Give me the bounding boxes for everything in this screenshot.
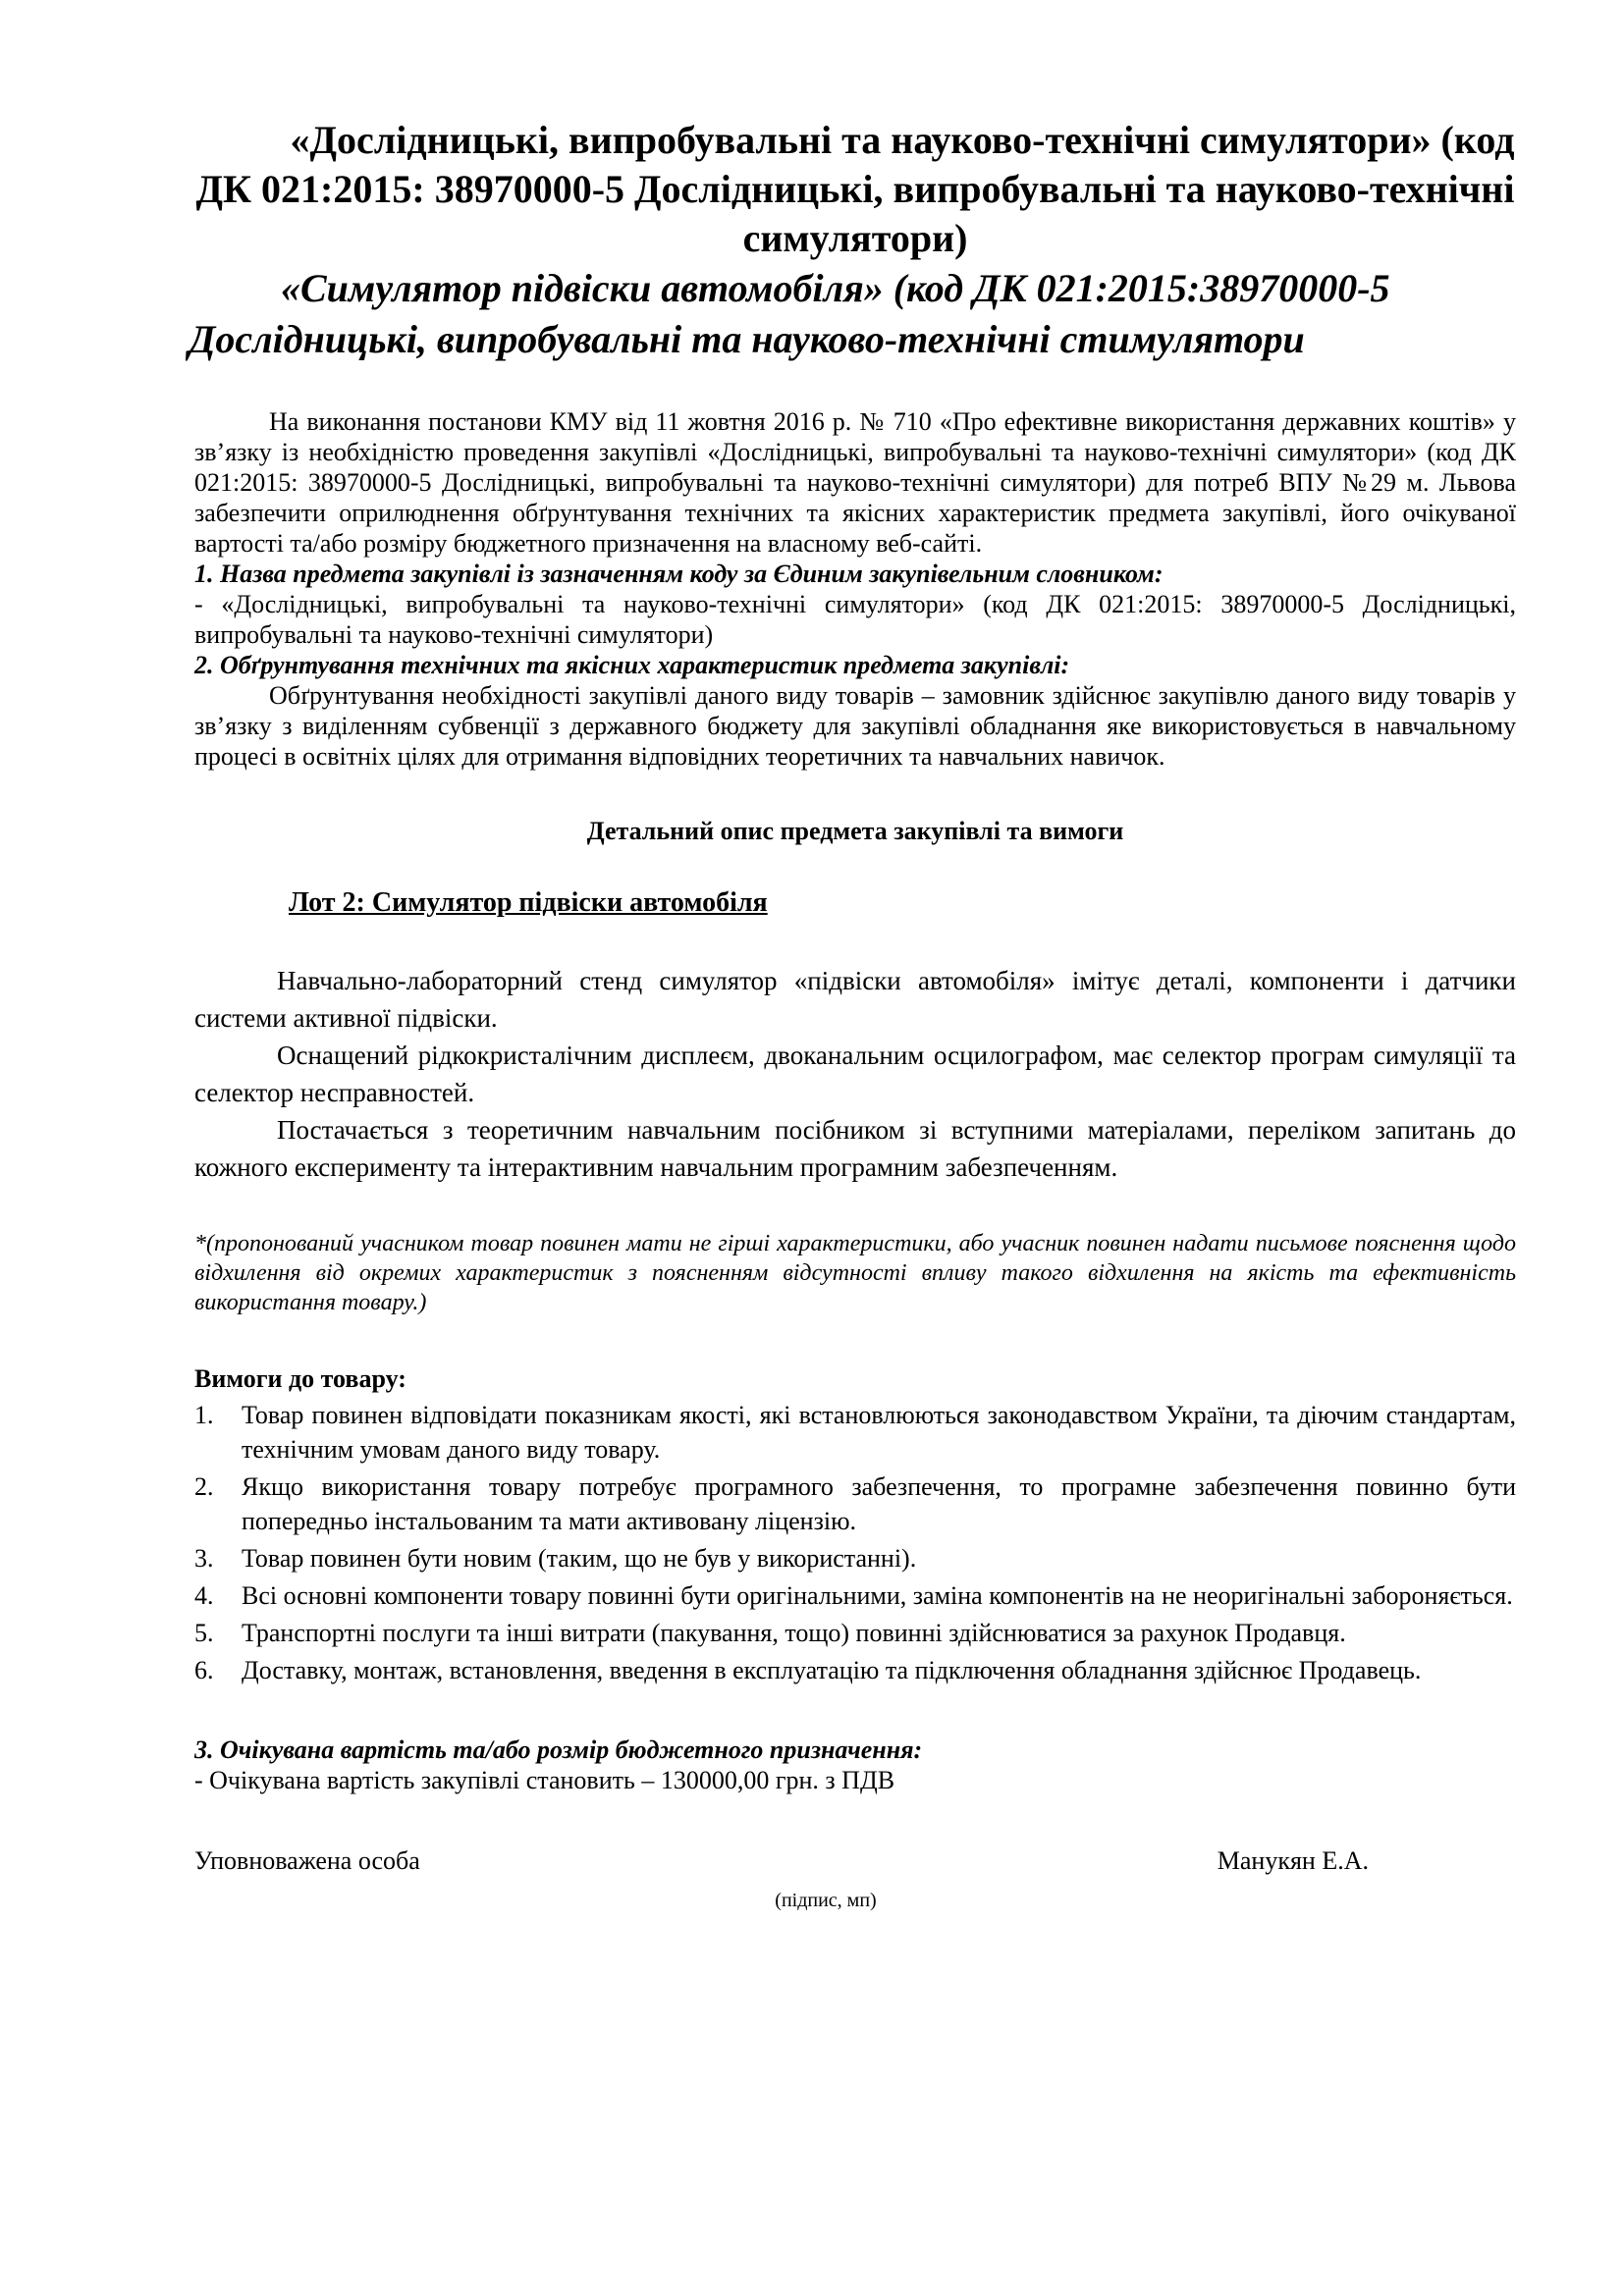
budget-section — [194, 1735, 1516, 1795]
footnote-note: *(пропонований учасником товар повинен мати не гірші характеристики, або учасник повинен надати письмове пояснення щодо відхилення від окремих характеристик з поясненням відсутності впливу такого відхилення на якість та ефективність використання товару.) — [194, 1231, 1516, 1315]
section-2-heading: 2. Обґрунтування технічних та якісних характеристик предмета закупівлі: — [194, 651, 1070, 679]
description-paragraph: Оснащений рідкокристалічним дисплеєм, двоканальним осцилографом, має селектор програм симуляції та селектор несправностей. — [194, 1041, 1516, 1107]
requirement-item — [194, 1616, 1516, 1650]
signature-note: (підпис, мп) — [775, 1890, 877, 1911]
intro-section — [194, 406, 1516, 772]
section-1-text: - «Дослідницькі, випробувальні та науково-технічні симулятори» (код ДК 021:2015: 38970000-5 Дослідницькі, випробувальні та науково-технічні симулятори) — [194, 590, 1516, 649]
requirement-item — [194, 1469, 1516, 1538]
document-page — [189, 116, 1516, 1912]
item-text: Товар повинен бути новим (таким, що не був у використанні). — [242, 1544, 917, 1573]
item-text: Транспортні послуги та інші витрати (пакування, тощо) повинні здійснюватися за рахунок Продавця. — [242, 1619, 1346, 1647]
description-paragraph: Навчально-лабораторний стенд симулятор «підвіски автомобіля» імітує деталі, компоненти і датчики системи активної підвіски. — [194, 966, 1516, 1033]
item-number: 2. — [194, 1472, 214, 1501]
item-number: 6. — [194, 1656, 214, 1684]
lot-description — [194, 962, 1516, 1186]
intro-paragraph: На виконання постанови КМУ від 11 жовтня 2016 р. № 710 «Про ефективне використання державних коштів» у зв’язку із необхідністю проведення закупівлі «Дослідницькі, випробувальні та науково-технічні симулятори» (код ДК 021:2015: 38970000-5 Дослідницькі, випробувальні та науково-технічні симулятори) для потреб ВПУ №29 м. Львова забезпечити оприлюднення обґрунтування технічних та якісних характеристик предмета закупівлі, його очікуваної вартості та/або розміру бюджетного призначення на власному веб-сайті. — [194, 407, 1516, 558]
item-text: Товар повинен відповідати показникам якості, які встановлюються законодавством України, та діючим стандартам, технічним умовам даного виду товару. — [242, 1401, 1516, 1464]
item-text: Доставку, монтаж, встановлення, введення в експлуатацію та підключення обладнання здійснює Продавець. — [242, 1656, 1422, 1684]
item-text: Якщо використання товару потребує програмного забезпечення, то програмне забезпечення повинно бути попередньо інстальованим та мати активовану ліцензію. — [242, 1472, 1516, 1535]
subtitle-line-2: Дослідницькі, випробувальні та науково-технічні стимулятори — [189, 317, 1305, 361]
requirement-item — [194, 1398, 1516, 1467]
detail-heading: Детальний опис предмета закупівлі та вимоги — [586, 817, 1124, 845]
item-number: 5. — [194, 1619, 214, 1647]
item-number: 1. — [194, 1401, 214, 1429]
item-number: 3. — [194, 1544, 214, 1573]
subtitle-line-1: «Симулятор підвіски автомобіля» (код ДК 021:2015:38970000-5 — [281, 266, 1390, 310]
section-3-heading: 3. Очікувана вартість та/або розмір бюджетного призначення: — [194, 1735, 923, 1764]
section-2-text: Обґрунтування необхідності закупівлі даного виду товарів – замовник здійснює закупівлю даного виду товарів у зв’язку з виділенням субвенції з державного бюджету для закупівлі обладнання яке використовується в навчальному процесі в освітніх цілях для отримання відповідних теоретичних та навчальних навичок. — [194, 681, 1516, 771]
requirement-item — [194, 1541, 1516, 1575]
lot-heading: Лот 2: Симулятор підвіски автомобіля — [289, 887, 768, 918]
document-subtitle — [189, 263, 1516, 365]
requirements-heading: Вимоги до товару: — [194, 1364, 406, 1393]
section-1-heading: 1. Назва предмета закупівлі із зазначенням коду за Єдиним закупівельним словником: — [194, 560, 1164, 588]
title-block — [189, 116, 1516, 365]
requirement-item — [194, 1578, 1516, 1613]
section-3-text: - Очікувана вартість закупівлі становить – 130000,00 грн. з ПДВ — [194, 1766, 895, 1794]
signatory-name: Манукян Е.А. — [1217, 1846, 1369, 1875]
requirement-item — [194, 1653, 1516, 1687]
item-text: Всі основні компоненти товару повинні бути оригінальними, заміна компонентів на не неоригінальні забороняється. — [242, 1581, 1513, 1610]
signature-row — [194, 1846, 1516, 1876]
requirements-list — [194, 1398, 1516, 1687]
signatory-role: Уповноважена особа — [194, 1846, 420, 1875]
item-number: 4. — [194, 1581, 214, 1610]
description-paragraph: Постачається з теоретичним навчальним посібником зі вступними матеріалами, переліком запитань до кожного експерименту та інтерактивним навчальним програмним забезпеченням. — [194, 1115, 1516, 1182]
document-title: «Дослідницькі, випробувальні та науково-технічні симулятори» (код ДК 021:2015: 38970000-5 Дослідницькі, випробувальні та науково-технічні симулятори) — [195, 118, 1515, 260]
